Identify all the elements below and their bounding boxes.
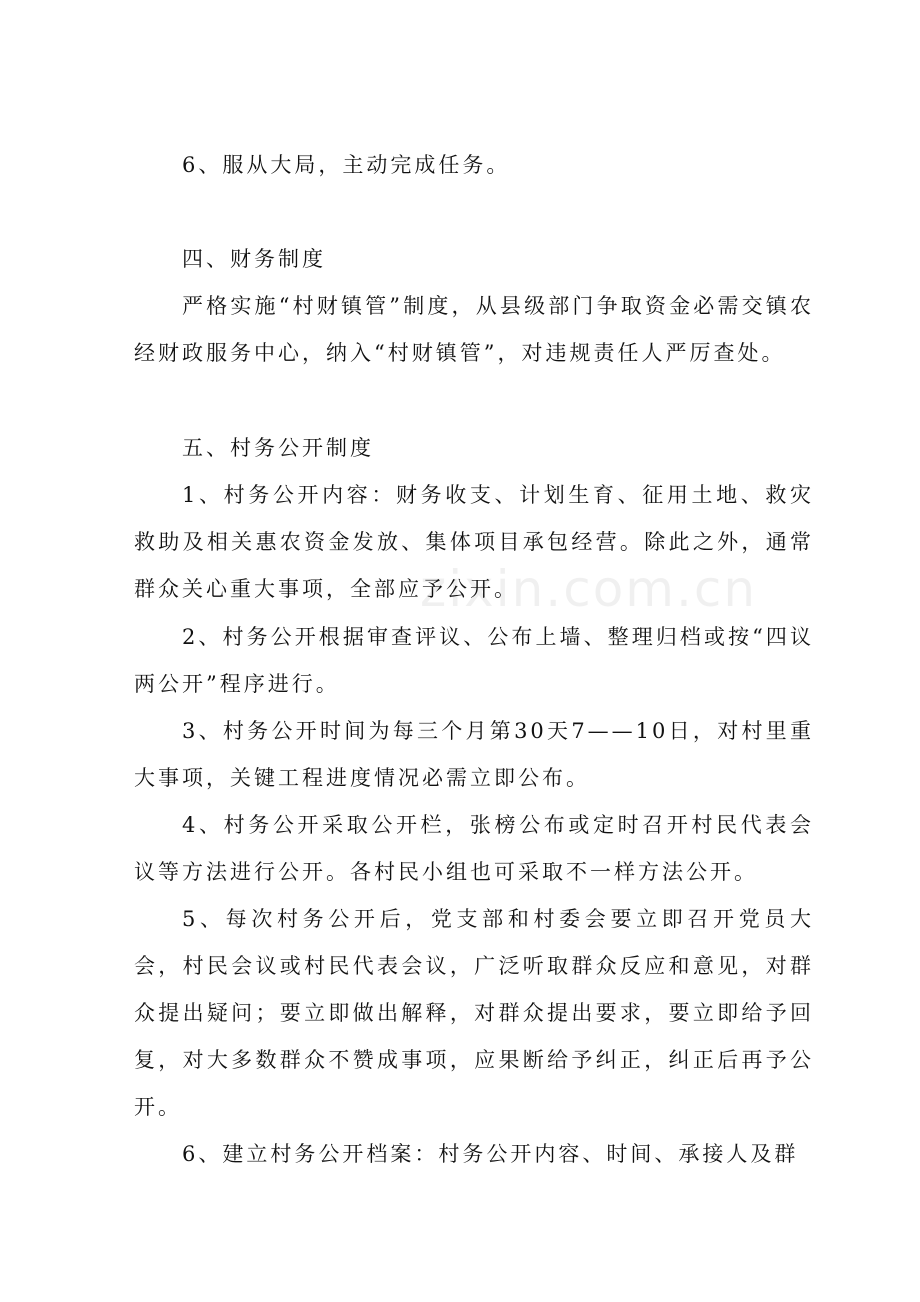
watermark-text: zixin.com.cn xyxy=(420,560,758,618)
paragraph-item-6-obey: 6、服从大局，主动完成任务。 xyxy=(182,153,511,177)
section-heading-village-affairs: 五、村务公开制度 xyxy=(182,436,374,460)
paragraph-item-3-timing: 3、村务公开时间为每三个月第30天7——10日，对村里重大事项，关键工程进度情况必需立即公布。 xyxy=(134,719,814,790)
paragraph-item-1-content: 1、村务公开内容：财务收支、计划生育、征用土地、救灾救助及相关惠农资金发放、集体项目承包经营。除此之外，通常群众关心重大事项，全部应予公开。 xyxy=(134,483,814,601)
section-heading-finance: 四、财务制度 xyxy=(182,247,326,271)
paragraph-item-2-procedure: 2、村务公开根据审查评议、公布上墙、整理归档或按“四议两公开”程序进行。 xyxy=(134,625,814,696)
paragraph-finance-system: 严格实施“村财镇管”制度，从县级部门争取资金必需交镇农经财政服务中心，纳入“村财镇管”，对违规责任人严厉查处。 xyxy=(134,294,814,365)
paragraph-item-6-archive: 6、建立村务公开档案：村务公开内容、时间、承接人及群 xyxy=(182,1142,799,1166)
paragraph-item-5-feedback: 5、每次村务公开后，党支部和村委会要立即召开党员大会，村民会议或村民代表会议，广泛听取群众反应和意见，对群众提出疑问；要立即做出解释，对群众提出要求，要立即给予回复，对大多数群众不赞成事项，应果断给予纠正，纠正后再予公开。 xyxy=(134,907,814,1119)
paragraph-item-4-methods: 4、村务公开采取公开栏，张榜公布或定时召开村民代表会议等方法进行公开。各村民小组也可采取不一样方法公开。 xyxy=(134,813,814,884)
